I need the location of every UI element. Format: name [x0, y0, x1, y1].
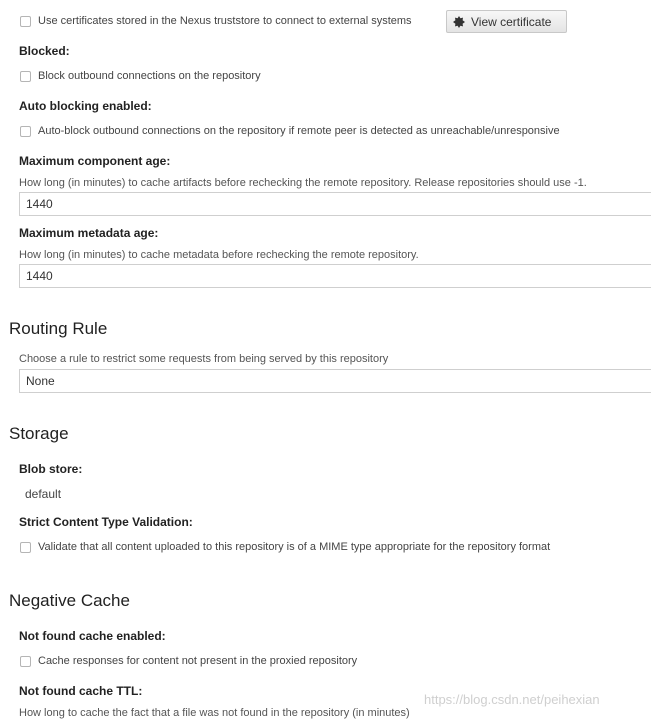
- storage-heading: Storage: [9, 424, 69, 443]
- not-found-cache-ttl-help: How long to cache the fact that a file was not found in the repository (in minutes): [19, 707, 410, 719]
- view-certificate-button[interactable]: [446, 10, 567, 33]
- truststore-checkbox-label: Use certificates stored in the Nexus truststore to connect to external systems: [38, 15, 412, 27]
- blob-store-label: Blob store:: [19, 462, 83, 476]
- blocked-checkbox[interactable]: [20, 71, 31, 82]
- routing-rule-select[interactable]: None: [19, 369, 651, 393]
- blocked-checkbox-label: Block outbound connections on the repository: [38, 70, 261, 82]
- blocked-label: Blocked:: [19, 44, 70, 58]
- max-component-age-input[interactable]: 1440: [19, 192, 651, 216]
- certificate-seal-icon: [453, 16, 465, 28]
- auto-blocking-checkbox-label: Auto-block outbound connections on the repository if remote peer is detected as unreachable/unresponsive: [38, 125, 560, 137]
- max-metadata-age-input[interactable]: 1440: [19, 264, 651, 288]
- not-found-cache-checkbox-label: Cache responses for content not present in the proxied repository: [38, 655, 358, 667]
- not-found-cache-enabled-label: Not found cache enabled:: [19, 629, 166, 643]
- truststore-checkbox[interactable]: [20, 16, 31, 27]
- not-found-cache-ttl-label: Not found cache TTL:: [19, 684, 143, 698]
- view-certificate-label: View certificate: [471, 15, 552, 29]
- max-component-age-label: Maximum component age:: [19, 154, 171, 168]
- strict-content-type-label: Strict Content Type Validation:: [19, 515, 193, 529]
- strict-content-type-checkbox-label: Validate that all content uploaded to this repository is of a MIME type appropriate for the repository format: [38, 541, 551, 553]
- watermark-text: https://blog.csdn.net/peihexian: [424, 692, 600, 707]
- routing-rule-heading: Routing Rule: [9, 319, 108, 338]
- max-metadata-age-help: How long (in minutes) to cache metadata before rechecking the remote repository.: [19, 249, 419, 261]
- negative-cache-heading: Negative Cache: [9, 591, 130, 610]
- auto-blocking-checkbox[interactable]: [20, 126, 31, 137]
- auto-blocking-label: Auto blocking enabled:: [19, 99, 152, 113]
- max-component-age-help: How long (in minutes) to cache artifacts before rechecking the remote repository. Release repositories should use -1.: [19, 177, 587, 189]
- not-found-cache-checkbox[interactable]: [20, 656, 31, 667]
- strict-content-type-checkbox[interactable]: [20, 542, 31, 553]
- max-metadata-age-label: Maximum metadata age:: [19, 226, 159, 240]
- routing-rule-help: Choose a rule to restrict some requests from being served by this repository: [19, 353, 389, 365]
- blob-store-value: default: [25, 487, 62, 501]
